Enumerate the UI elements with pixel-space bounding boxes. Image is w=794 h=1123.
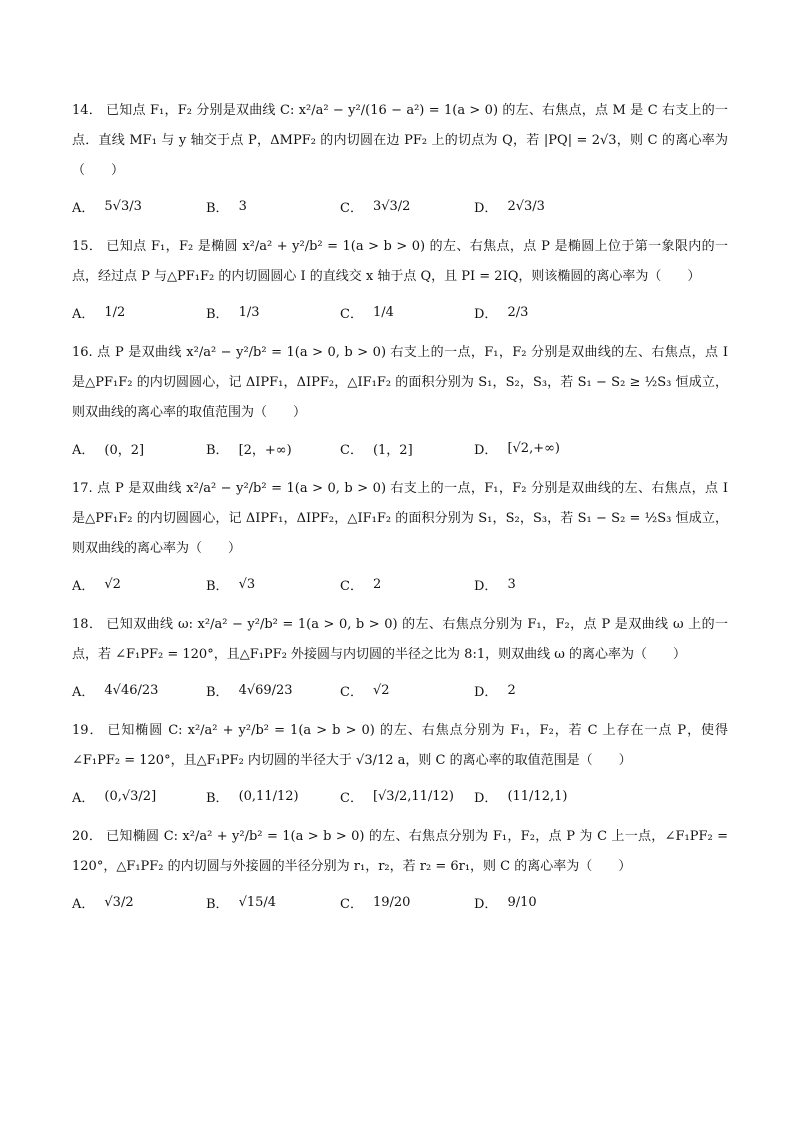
question-text: 已知点 F₁，F₂ 是椭圆 x²/a² + y²/b² = 1(a > b > 0) 的左、右焦点，点 P 是椭圆上位于第一象限内的一点，经过点 P 与△PF₁F₂ 的内切圆圆心 I 的直线交 x 轴于点 Q，且 PI = 2IQ，则该椭圆的离心率为（ ） <box>72 239 729 284</box>
question-stem <box>72 822 728 882</box>
question-number: 18． <box>72 617 103 632</box>
option-c[interactable] <box>340 197 474 216</box>
question-15 <box>72 232 728 330</box>
option-b[interactable] <box>206 575 340 594</box>
option-text: 3√3/2 <box>372 198 411 214</box>
option-c[interactable] <box>340 787 474 806</box>
option-text: [√3/2,11/12) <box>372 788 454 804</box>
option-b[interactable] <box>206 439 340 458</box>
options-row <box>72 672 728 708</box>
option-label: D． <box>474 684 498 700</box>
question-16 <box>72 338 728 466</box>
options-row <box>72 778 728 814</box>
question-number: 20． <box>72 829 103 844</box>
option-c[interactable] <box>340 681 474 700</box>
option-d[interactable] <box>474 575 608 594</box>
option-text: [2，+∞) <box>238 442 292 458</box>
option-label: A． <box>72 200 95 216</box>
question-text: 点 P 是双曲线 x²/a² − y²/b² = 1(a > 0, b > 0) 右支上的一点，F₁，F₂ 分别是双曲线的左、右焦点，点 I 是△PF₁F₂ 的内切圆圆心，记 ΔIPF₁，ΔIPF₂，△IF₁F₂ 的面积分别为 S₁，S₂，S₃，若 S₁ − S₂ ≥ ½S₃ 恒成立，则双曲线的离心率的取值范围为（ ） <box>72 345 728 420</box>
option-text: √15/4 <box>238 894 277 910</box>
option-text: 2√3/3 <box>507 198 545 214</box>
option-text: 3 <box>238 198 247 214</box>
option-label: A． <box>72 442 95 458</box>
question-text: 已知椭圆 C: x²/a² + y²/b² = 1(a > b > 0) 的左、右焦点分别为 F₁，F₂，若 C 上存在一点 P，使得 ∠F₁PF₂ = 120°，且△F₁PF₂ 内切圆的半径大于 √3/12 a，则 C 的离心率的取值范围是（ ） <box>72 723 728 768</box>
question-number: 15． <box>72 239 103 254</box>
option-a[interactable] <box>72 439 206 458</box>
question-20 <box>72 822 728 920</box>
question-stem <box>72 96 728 186</box>
options-row <box>72 566 728 602</box>
option-text: 4√69/23 <box>238 682 293 698</box>
option-d[interactable] <box>474 787 608 806</box>
option-text: √3/2 <box>104 894 134 910</box>
option-b[interactable] <box>206 681 340 700</box>
option-text: 1/3 <box>238 304 260 320</box>
option-label: D． <box>474 896 498 912</box>
option-label: A． <box>72 684 95 700</box>
option-a[interactable] <box>72 303 206 322</box>
option-label: A． <box>72 578 95 594</box>
option-label: D． <box>474 200 498 216</box>
option-d[interactable] <box>474 303 608 322</box>
options-row <box>72 294 728 330</box>
question-number: 14． <box>72 103 102 118</box>
option-text: 4√46/23 <box>104 682 159 698</box>
option-a[interactable] <box>72 575 206 594</box>
option-label: C． <box>340 200 363 216</box>
option-label: C． <box>340 790 363 806</box>
question-text: 已知椭圆 C: x²/a² + y²/b² = 1(a > b > 0) 的左、右焦点分别为 F₁，F₂，点 P 为 C 上一点，∠F₁PF₂ = 120°，△F₁PF₂ 的内切圆与外接圆的半径分别为 r₁，r₂，若 r₂ = 6r₁，则 C 的离心率为（ ） <box>72 829 728 874</box>
option-text: (1，2] <box>372 442 413 458</box>
question-number: 19． <box>72 723 104 738</box>
question-text: 已知点 F₁，F₂ 分别是双曲线 C: x²/a² − y²/(16 − a²) = 1(a > 0) 的左、右焦点，点 M 是 C 右支上的一点．直线 MF₁ 与 y 轴交于点 P，ΔMPF₂ 的内切圆在边 PF₂ 上的切点为 Q，若 |PQ| = 2√3，则 C 的离心率为（ ） <box>72 103 728 178</box>
exam-page <box>72 96 728 928</box>
option-label: C． <box>340 896 363 912</box>
option-d[interactable] <box>474 197 608 216</box>
option-label: B． <box>206 306 229 322</box>
option-d[interactable] <box>474 439 608 458</box>
options-row <box>72 430 728 466</box>
option-text: 5√3/3 <box>104 198 142 214</box>
option-a[interactable] <box>72 787 206 806</box>
option-text: 2/3 <box>507 304 529 320</box>
question-17 <box>72 474 728 602</box>
options-row <box>72 188 728 224</box>
option-label: B． <box>206 578 229 594</box>
option-label: C． <box>340 684 363 700</box>
option-c[interactable] <box>340 439 474 458</box>
option-text: 2 <box>507 682 516 698</box>
option-b[interactable] <box>206 893 340 912</box>
option-label: B． <box>206 896 229 912</box>
question-18 <box>72 610 728 708</box>
option-label: B． <box>206 790 229 806</box>
question-stem <box>72 232 728 292</box>
option-d[interactable] <box>474 893 608 912</box>
option-label: B． <box>206 684 229 700</box>
option-label: D． <box>474 790 498 806</box>
question-stem <box>72 474 728 564</box>
option-text: (0,11/12) <box>238 788 299 804</box>
option-c[interactable] <box>340 893 474 912</box>
question-number: 17. <box>72 481 93 496</box>
option-text: √3 <box>238 576 256 592</box>
option-label: C． <box>340 578 363 594</box>
option-text: (0,√3/2] <box>104 788 157 804</box>
option-text: 2 <box>372 576 382 592</box>
option-text: 3 <box>507 576 516 592</box>
option-c[interactable] <box>340 303 474 322</box>
option-text: (0，2] <box>104 442 145 458</box>
option-text: 1/2 <box>104 304 126 320</box>
option-text: 19/20 <box>372 894 411 910</box>
option-label: B． <box>206 200 229 216</box>
option-label: A． <box>72 306 95 322</box>
option-b[interactable] <box>206 303 340 322</box>
question-14 <box>72 96 728 224</box>
option-text: [√2,+∞) <box>507 440 560 456</box>
option-text: √2 <box>372 682 390 698</box>
question-text: 点 P 是双曲线 x²/a² − y²/b² = 1(a > 0, b > 0) 右支上的一点，F₁，F₂ 分别是双曲线的左、右焦点，点 I 是△PF₁F₂ 的内切圆圆心，记 ΔIPF₁，ΔIPF₂，△IF₁F₂ 的面积分别为 S₁，S₂，S₃，若 S₁ − S₂ = ½S₃ 恒成立，则双曲线的离心率为（ ） <box>72 481 728 556</box>
question-text: 已知双曲线 ω: x²/a² − y²/b² = 1(a > 0, b > 0) 的左、右焦点分别为 F₁，F₂，点 P 是双曲线 ω 上的一点，若 ∠F₁PF₂ = 120°，且△F₁PF₂ 外接圆与内切圆的半径之比为 8:1，则双曲线 ω 的离心率为（ ） <box>72 617 728 662</box>
question-stem <box>72 338 728 428</box>
option-label: B． <box>206 442 229 458</box>
option-a[interactable] <box>72 197 206 216</box>
question-19 <box>72 716 728 814</box>
option-label: C． <box>340 306 363 322</box>
option-label: C． <box>340 442 363 458</box>
option-label: A． <box>72 896 95 912</box>
option-label: A． <box>72 790 95 806</box>
option-b[interactable] <box>206 197 340 216</box>
option-c[interactable] <box>340 575 474 594</box>
option-label: D． <box>474 442 498 458</box>
option-b[interactable] <box>206 787 340 806</box>
question-number: 16. <box>72 345 93 360</box>
option-text: 1/4 <box>372 304 394 320</box>
options-row <box>72 884 728 920</box>
option-a[interactable] <box>72 893 206 912</box>
question-stem <box>72 610 728 670</box>
option-label: D． <box>474 578 498 594</box>
option-a[interactable] <box>72 681 206 700</box>
question-stem <box>72 716 728 776</box>
option-text: (11/12,1) <box>507 788 568 804</box>
option-d[interactable] <box>474 681 608 700</box>
option-text: √2 <box>104 576 121 592</box>
option-text: 9/10 <box>507 894 537 910</box>
option-label: D． <box>474 306 498 322</box>
